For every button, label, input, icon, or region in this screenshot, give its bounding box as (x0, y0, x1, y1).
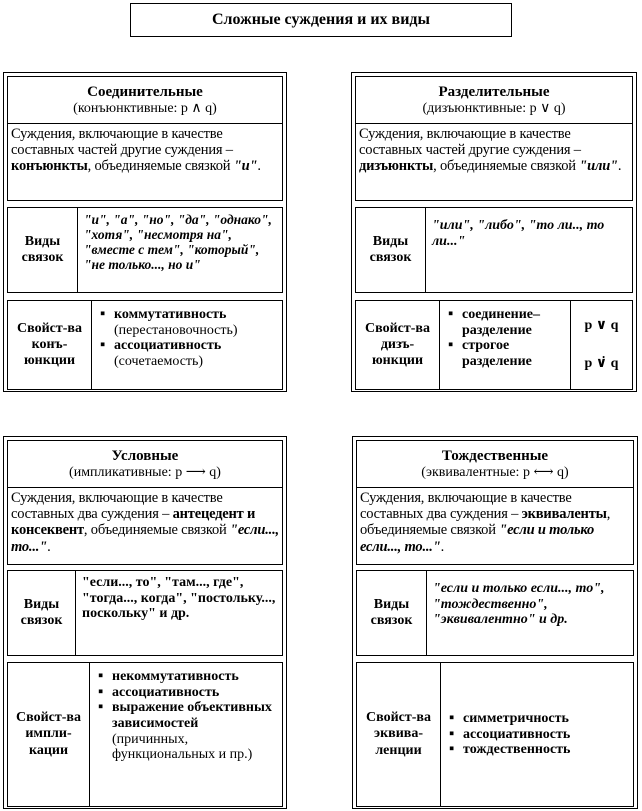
impl-definition (7, 487, 283, 565)
conj-props-label: Свойст-ва конъ-юнкции (8, 301, 92, 389)
def-text-2: , объединяемые связкой (360, 506, 611, 539)
list-item (98, 307, 276, 338)
def-text: Суждения, включающие в качестве составных частей другие суждения – (11, 126, 233, 159)
prop-bold: ассоциативность (463, 726, 571, 742)
prop-bold: ассоциативность (112, 684, 220, 700)
equiv-name: Тождественные (441, 447, 549, 464)
prop-normal: (перестановочность) (114, 322, 238, 338)
impl-kinds-label: Виды связок (8, 571, 76, 655)
prop-bold: ассоциативность (114, 338, 222, 354)
conj-header (7, 76, 283, 124)
def-text: Суждения, включающие в качестве составных два суждения – (11, 490, 223, 523)
impl-kinds-value: "если..., то", "там..., где", "тогда..., когда", "постольку..., поскольку" и др. (82, 575, 276, 622)
equiv-sub: (эквивалентные: p ⟷ q) (421, 464, 569, 480)
equiv-kinds (356, 570, 634, 656)
conj-name: Соединительные (87, 83, 203, 100)
impl-props-list (96, 669, 276, 763)
disj-props-list (446, 307, 564, 370)
card-disjunctive (351, 72, 637, 392)
conj-props-list (98, 307, 276, 370)
prop-bold: коммутативность (114, 307, 227, 322)
prop-bold: тождественность (463, 742, 571, 758)
impl-props (7, 662, 283, 807)
def-term: дизъюнкты (359, 158, 434, 175)
equiv-props-list (447, 711, 570, 758)
impl-name: Условные (111, 447, 179, 464)
prop-bold: строгое разделение (462, 338, 532, 370)
impl-header (7, 440, 283, 488)
equiv-definition (356, 487, 634, 565)
conj-props (7, 300, 283, 390)
equiv-props (356, 662, 634, 807)
disj-header (355, 76, 633, 124)
disj-props (355, 300, 633, 390)
conj-definition (7, 123, 283, 201)
formula-exclusive: p ∨̇ q (584, 356, 619, 372)
impl-props-label: Свойст-ва импли-кации (8, 663, 90, 806)
card-equivalent (352, 436, 638, 809)
def-text-2: , объединяемые связкой (433, 158, 580, 175)
disj-kinds (355, 207, 633, 293)
disj-name: Разделительные (438, 83, 550, 100)
prop-normal: (причинных, функциональных и пр.) (112, 731, 253, 763)
impl-sub: (импликативные: p ⟶ q) (69, 464, 221, 480)
list-item (447, 711, 570, 727)
def-text-2: , объединяемые связкой (87, 158, 234, 175)
list-item (447, 742, 570, 758)
conj-kinds-value: "и", "а", "но", "да", "однако", "хотя", "несмотря на", "вместе с тем", "который", "не только..., но и" (84, 212, 272, 273)
page-title (130, 3, 512, 37)
list-item (447, 727, 570, 743)
def-text-2: , объединяемые связкой (83, 522, 230, 539)
list-item (446, 307, 564, 338)
def-connective: "если и только если..., то..." (360, 522, 595, 555)
list-item (96, 685, 276, 701)
def-term: антецедент и консеквент (11, 506, 256, 539)
formula-inclusive: p ∨ q (584, 318, 619, 334)
impl-kinds (7, 570, 283, 656)
def-end: . (440, 538, 445, 555)
disj-sub: (дизъюнктивные: p ∨ q) (422, 100, 566, 116)
list-item (98, 338, 276, 369)
def-term: конъюнкты (11, 158, 88, 175)
disj-kinds-label: Виды связок (356, 208, 426, 292)
def-end: . (617, 158, 622, 175)
card-conjunctive (3, 72, 287, 392)
equiv-header (356, 440, 634, 488)
def-term: эквиваленты (521, 506, 607, 523)
prop-bold: соединение–разделение (462, 307, 541, 338)
def-connective: "если..., то..." (11, 522, 279, 555)
def-text: Суждения, включающие в качестве составных два суждения – (360, 490, 572, 523)
conj-kinds-label: Виды связок (8, 208, 78, 292)
conj-sub: (конъюнктивные: p ∧ q) (73, 100, 217, 116)
def-connective: "или" (579, 158, 618, 175)
disj-kinds-value: "или", "либо", "то ли.., то ли..." (432, 218, 605, 249)
conj-kinds (7, 207, 283, 293)
prop-bold: некоммутативность (112, 669, 239, 684)
list-item (96, 700, 276, 763)
def-end: . (47, 538, 51, 555)
prop-bold: симметричность (463, 710, 569, 726)
page-title-text: Сложные суждения и их виды (212, 11, 430, 29)
list-item (446, 338, 564, 369)
disj-definition (355, 123, 633, 201)
def-text: Суждения, включающие в качестве составных частей другие суждения – (359, 126, 581, 159)
disj-formulas (570, 301, 632, 389)
equiv-kinds-label: Виды связок (357, 571, 427, 655)
def-connective: "и" (233, 158, 258, 175)
prop-normal: (сочетаемость) (114, 354, 204, 370)
prop-bold: выражение объективных зависимостей (112, 700, 272, 732)
equiv-kinds-value: "если и только если..., то", "тождественно", "эквивалентно" и др. (433, 581, 605, 628)
equiv-props-label: Свойст-ва эквива-ленции (357, 663, 441, 806)
def-end: . (257, 158, 261, 175)
card-implicative (3, 436, 287, 809)
list-item (96, 669, 276, 685)
disj-props-label: Свойст-ва дизъ-юнкции (356, 301, 440, 389)
